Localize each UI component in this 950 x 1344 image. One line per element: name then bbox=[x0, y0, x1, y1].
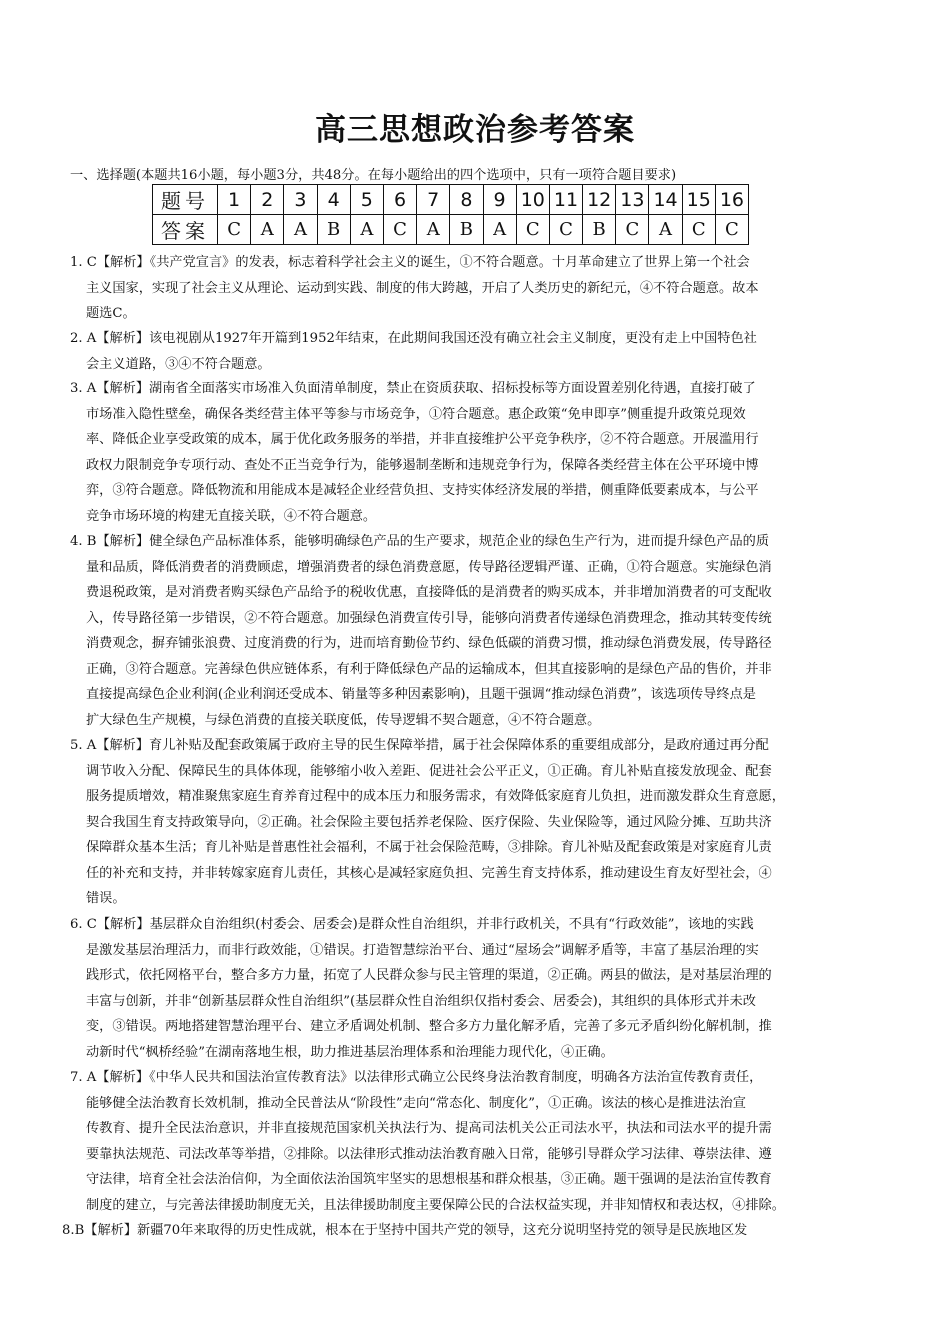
text-line: 市场准入隐性壁垒，确保各类经营主体平等参与市场竞争，①符合题意。惠企政策“免申即享”侧重提升政策兑现效 bbox=[86, 406, 746, 422]
number-cell: 8 bbox=[450, 185, 483, 215]
text-line: 费退税政策，是对消费者购买绿色产品给予的税收优惠，直接降低的是消费者的购买成本，并非增加消费者的可支配收 bbox=[86, 585, 772, 600]
text-line: 践形式，依托网格平台，整合多方力量，拓宽了人民群众参与民主管理的渠道，②正确。两县的做法，是对基层治理的 bbox=[86, 968, 772, 983]
text-line: 错误。 bbox=[86, 891, 126, 906]
answer-cell: C bbox=[383, 215, 416, 245]
text-line: 量和品质，降低消费者的消费顾虑，增强消费者的绿色消费意愿，传导路径逻辑严谨、正确，①符合题意。实施绿色消 bbox=[86, 559, 772, 575]
text-line: 契合我国生育支持政策导向，②正确。社会保险主要包括养老保险、医疗保险、失业保险等，通过风险分摊、互助共济 bbox=[86, 814, 772, 830]
explanation-q6 bbox=[70, 912, 870, 1065]
row-label-answer: 答案 bbox=[153, 215, 218, 245]
text-line: 竞争市场环境的构建无直接关联，④不符合题意。 bbox=[86, 508, 377, 524]
row-label-number: 题号 bbox=[153, 185, 218, 215]
text-line: 守法律，培育全社会法治信仰，为全面依法治国筑牢坚实的思想根基和群众根基，③正确。题干强调的是法治宣传教育 bbox=[86, 1172, 772, 1187]
text-line: 消费观念，摒弃铺张浪费、过度消费的行为，进而培育勤俭节约、绿色低碳的消费习惯，推动绿色消费发展，传导路径 bbox=[86, 636, 772, 651]
text-line: 调节收入分配、保障民生的具体体现，能够缩小收入差距、促进社会公平正义，①正确。育儿补贴直接发放现金、配套 bbox=[86, 763, 772, 779]
answer-cell: A bbox=[251, 215, 284, 245]
text-line: 政权力限制竞争专项行动、查处不正当竞争行为，能够遏制垄断和违规竞争行为，保障各类经营主体在公平环境中博 bbox=[86, 457, 759, 473]
number-cell: 3 bbox=[284, 185, 317, 215]
answer-cell: B bbox=[450, 215, 483, 245]
text-line: 扩大绿色生产规模，与绿色消费的直接关联度低，传导逻辑不契合题意，④不符合题意。 bbox=[86, 712, 601, 728]
explanation-q2 bbox=[70, 326, 870, 377]
number-cell: 12 bbox=[583, 185, 616, 215]
explanation-q4 bbox=[70, 529, 870, 733]
number-cell: 11 bbox=[549, 185, 582, 215]
answer-cell: A bbox=[483, 215, 516, 245]
section-intro: 一、选择题(本题共16小题，每小题3分，共48分。在每小题给出的四个选项中，只有一项符合题目要求) bbox=[70, 168, 677, 183]
number-cell: 1 bbox=[218, 185, 251, 215]
text-line: 丰富与创新，并非“创新基层群众性自治组织”(基层群众性自治组织仅指村委会、居委会)，其组织的具体形式并未改 bbox=[86, 993, 756, 1009]
answer-table bbox=[152, 184, 749, 245]
number-cell: 9 bbox=[483, 185, 516, 215]
number-cell: 6 bbox=[383, 185, 416, 215]
answer-cell: C bbox=[715, 215, 748, 245]
number-cell: 7 bbox=[417, 185, 450, 215]
text-line: 8.B【解析】新疆70年来取得的历史性成就，根本在于坚持中国共产党的领导，这充分说明坚持党的领导是民族地区发 bbox=[62, 1223, 748, 1238]
number-cell: 4 bbox=[317, 185, 350, 215]
text-line: 2. A【解析】该电视剧从1927年开篇到1952年结束，在此期间我国还没有确立社会主义制度，更没有走上中国特色社 bbox=[70, 331, 757, 346]
text-line: 4. B【解析】健全绿色产品标准体系，能够明确绿色产品的生产要求，规范企业的绿色生产行为，进而提升绿色产品的质 bbox=[70, 534, 770, 549]
text-line: 5. A【解析】育儿补贴及配套政策属于政府主导的民生保障举措，属于社会保障体系的重要组成部分，是政府通过再分配 bbox=[70, 738, 769, 753]
text-line: 能够健全法治教育长效机制，推动全民普法从“阶段性”走向“常态化、制度化”，①正确。该法的核心是推进法治宣 bbox=[86, 1095, 746, 1111]
number-cell: 15 bbox=[682, 185, 715, 215]
text-line: 率、降低企业享受政策的成本，属于优化政务服务的举措，并非直接维护公平竞争秩序，②不符合题意。开展滥用行 bbox=[86, 432, 759, 447]
answer-cell: C bbox=[682, 215, 715, 245]
answer-cell: C bbox=[616, 215, 649, 245]
answer-cell: A bbox=[350, 215, 383, 245]
text-line: 是激发基层治理活力，而非行政效能，①错误。打造智慧综治平台、通过“屋场会”调解矛盾等，丰富了基层治理的实 bbox=[86, 942, 759, 958]
text-line: 保障群众基本生活；育儿补贴是普惠性社会福利，不属于社会保险范畴，③排除。育儿补贴及配套政策是对家庭育儿责 bbox=[86, 840, 772, 855]
text-line: 3. A【解析】湖南省全面落实市场准入负面清单制度，禁止在资质获取、招标投标等方面设置差别化待遇，直接打破了 bbox=[70, 381, 756, 396]
number-cell: 2 bbox=[251, 185, 284, 215]
explanation-q1 bbox=[70, 250, 870, 327]
text-line: 1. C【解析】《共产党宣言》的发表，标志着科学社会主义的诞生，①不符合题意。十月革命建立了世界上第一个社会 bbox=[70, 255, 750, 270]
text-line: 任的补充和支持，并非转嫁家庭育儿责任，其核心是减轻家庭负担、完善生育支持体系，推动建设生育友好型社会，④ bbox=[86, 865, 772, 881]
explanation-q8 bbox=[62, 1218, 862, 1244]
number-cell: 14 bbox=[649, 185, 682, 215]
text-line: 动新时代“枫桥经验”在湖南落地生根，助力推进基层治理体系和治理能力现代化，④正确。 bbox=[86, 1044, 614, 1060]
number-cell: 16 bbox=[715, 185, 748, 215]
explanation-q3 bbox=[70, 376, 870, 529]
text-line: 直接提高绿色企业利润(企业利润还受成本、销量等多种因素影响)，且题干强调“推动绿色消费”，该选项传导终点是 bbox=[86, 687, 756, 702]
text-line: 入，传导路径第一步错误，②不符合题意。加强绿色消费宣传引导，能够向消费者传递绿色消费理念，推动其转变传统 bbox=[86, 610, 772, 626]
number-cell: 13 bbox=[616, 185, 649, 215]
answer-cell: C bbox=[218, 215, 251, 245]
answer-cell: C bbox=[516, 215, 549, 245]
text-line: 传教育、提升全民法治意识，并非直接规范国家机关执法行为、提高司法机关公正司法水平，执法和司法水平的提升需 bbox=[86, 1121, 772, 1136]
answer-cell: A bbox=[649, 215, 682, 245]
text-line: 7. A【解析】《中华人民共和国法治宣传教育法》以法律形式确立公民终身法治教育制度，明确各方法治宣传教育责任， bbox=[70, 1070, 763, 1085]
text-line: 弈，③符合题意。降低物流和用能成本是减轻企业经营负担、支持实体经济发展的举措，侧重降低要素成本，与公平 bbox=[86, 483, 759, 498]
text-line: 要靠执法规范、司法改革等举措，②排除。以法律形式推动法治教育融入日常，能够引导群众学习法律、尊崇法律、遵 bbox=[86, 1146, 772, 1162]
text-line: 主义国家，实现了社会主义从理论、运动到实践、制度的伟大跨越，开启了人类历史的新纪元，④不符合题意。故本 bbox=[86, 280, 759, 296]
answer-cell: A bbox=[284, 215, 317, 245]
explanation-q7 bbox=[70, 1065, 870, 1218]
question-number-row bbox=[153, 185, 749, 215]
number-cell: 10 bbox=[516, 185, 549, 215]
text-line: 题选C。 bbox=[86, 306, 136, 321]
answer-cell: B bbox=[317, 215, 350, 245]
text-line: 6. C【解析】基层群众自治组织(村委会、居委会)是群众性自治组织，并非行政机关，不具有“行政效能”，该地的实践 bbox=[70, 917, 754, 932]
answer-cell: A bbox=[417, 215, 450, 245]
page-title: 高三思想政治参考答案 bbox=[315, 112, 635, 148]
number-cell: 5 bbox=[350, 185, 383, 215]
answer-row bbox=[153, 215, 749, 245]
text-line: 正确，③符合题意。完善绿色供应链体系，有利于降低绿色产品的运输成本，但其直接影响的是绿色产品的售价，并非 bbox=[86, 661, 772, 677]
answer-cell: C bbox=[549, 215, 582, 245]
text-line: 会主义道路，③④不符合题意。 bbox=[86, 356, 271, 372]
text-line: 服务提质增效，精准聚焦家庭生育养育过程中的成本压力和服务需求，有效降低家庭育儿负担，进而激发群众生育意愿， bbox=[86, 789, 785, 804]
text-line: 变，③错误。两地搭建智慧治理平台、建立矛盾调处机制、整合多方力量化解矛盾，完善了多元矛盾纠纷化解机制，推 bbox=[86, 1019, 772, 1034]
text-line: 制度的建立，与完善法律援助制度无关，且法律援助制度主要保障公民的合法权益实现，并非知情权和表达权，④排除。 bbox=[86, 1197, 785, 1213]
explanation-q5 bbox=[70, 733, 870, 912]
answer-cell: B bbox=[583, 215, 616, 245]
